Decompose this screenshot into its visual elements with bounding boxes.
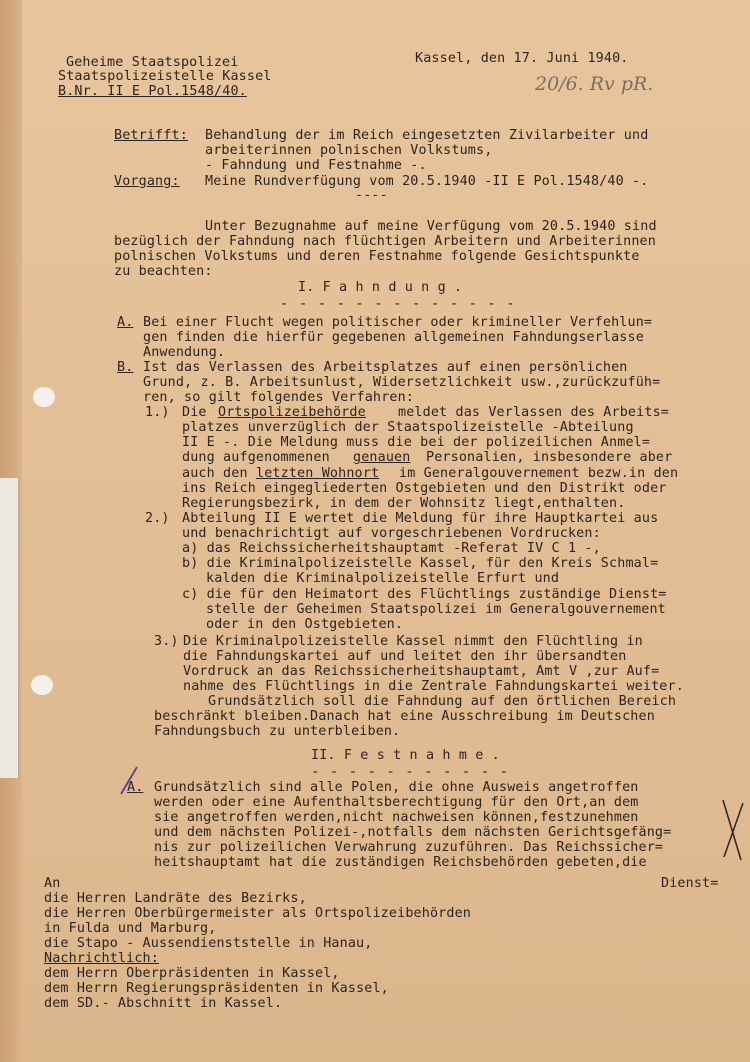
subject-line-2: arbeiterinnen polnischen Volkstums, <box>205 143 493 158</box>
point-1-line-5a: auch den <box>182 466 248 481</box>
precedent-text: Meine Rundverfügung vom 20.5.1940 -II E Pol.1548/40 -. <box>205 174 649 189</box>
cc-line-2: dem Herrn Regierungspräsidenten in Kassel, <box>44 981 389 996</box>
point-2-line-2: und benachrichtigt auf vorgeschriebenen Vordrucken: <box>182 526 601 541</box>
section-2-heading: II. F e s t n a h m e . <box>311 748 500 763</box>
point-1-line-4a: dung aufgenommenen <box>182 450 330 465</box>
punch-hole-top <box>33 387 55 407</box>
section-1-b-line-2: Grund, z. B. Arbeitsunlust, Widersetzlichkeit usw.,zurückzufüh= <box>143 375 661 390</box>
subject-line-1: Behandlung der im Reich eingesetzten Zivilarbeiter und <box>205 128 649 143</box>
section-1-b-line-3: ren, so gilt folgendes Verfahren: <box>143 390 414 405</box>
precedent-label: Vorgang: <box>114 174 180 189</box>
point-3-number: 3.) <box>154 634 179 649</box>
point-1-line-5c: im Generalgouvernement bezw.in den <box>399 466 679 481</box>
point-3-line-4: nahme des Flüchtlings in die Zentrale Fahndungskartei weiter. <box>183 679 684 694</box>
reference-number: B.Nr. II E Pol.1548/40. <box>58 84 247 99</box>
point-2-b-line-2: kalden die Kriminalpolizeistelle Erfurt und <box>206 571 560 586</box>
section-1-a-label: A. <box>117 315 134 330</box>
cc-label: Nachrichtlich: <box>44 951 159 966</box>
section-1-b-line-1: Ist das Verlassen des Arbeitsplatzes auf einen persönlichen <box>143 360 628 375</box>
intro-line-3: polnischen Volkstums und deren Festnahme folgende Gesichtspunkte <box>114 249 640 264</box>
section-1-a-line-2: gen finden die hierfür gegebenen allgemeinen Fahndungserlasse <box>143 330 644 345</box>
point-1-line-6: ins Reich eingegliederten Ostgebieten und den Distrikt oder <box>182 481 667 496</box>
section-2-a-line-5: nis zur polizeilichen Verwahrung zuzuführen. Das Reichssicher= <box>154 840 664 855</box>
point-3-line-2: die Fahndungskartei auf und leitet den ihr übersandten <box>183 649 627 664</box>
section-1-a-line-1: Bei einer Flucht wegen politischer oder krimineller Verfehlun= <box>143 315 653 330</box>
section-2-a-line-4: und dem nächsten Polizei-,notfalls dem nächsten Gerichtsgefäng= <box>154 825 672 840</box>
point-1-line-4b: genauen <box>353 450 411 465</box>
subject-line-3: - Fahndung und Festnahme -. <box>205 158 427 173</box>
point-3-line-3: Vordruck an das Reichssicherheitshauptamt, Amt V ,zur Auf= <box>183 664 660 679</box>
section-2-rule: - - - - - - - - - - - <box>311 764 510 780</box>
point-2-c-line-2: stelle der Geheimen Staatspolizei im Generalgouvernement <box>206 602 666 617</box>
continued-marker: Dienst= <box>661 876 719 891</box>
point-1-die: Die <box>182 405 207 420</box>
punch-hole-bottom <box>31 675 53 695</box>
place-date: Kassel, den 17. Juni 1940. <box>415 51 629 66</box>
point-1-line-3: II E -. Die Meldung muss die bei der polizeilichen Anmel= <box>182 435 651 450</box>
point-1-line-2: platzes unverzüglich der Staatspolizeistelle -Abteilung <box>182 420 634 435</box>
cc-line-3: dem SD.- Abschnitt in Kassel. <box>44 996 283 1011</box>
closing-line-1: Grundsätzlich soll die Fahndung auf den örtlichen Bereich <box>208 694 677 709</box>
closing-line-2: beschränkt bleiben.Danach hat eine Ausschreibung im Deutschen <box>154 709 655 724</box>
recipient-line-2: die Herren Oberbürgermeister als Ortspolizeibehörden <box>44 906 472 921</box>
section-1-b-label: B. <box>117 360 134 375</box>
intro-line-4: zu beachten: <box>114 264 213 279</box>
recipient-line-1: die Herren Landräte des Bezirks, <box>44 891 307 906</box>
cc-line-1: dem Herrn Oberpräsidenten in Kassel, <box>44 966 340 981</box>
point-2-c-line-1: c) die für den Heimatort des Flüchtlings zuständige Dienst= <box>182 587 667 602</box>
point-1-line-4c: Personalien, insbesondere aber <box>426 450 673 465</box>
point-2-line-1: Abteilung II E wertet die Meldung für ihre Hauptkartei aus <box>182 511 659 526</box>
point-1-authority: Ortspolizeibehörde <box>218 405 366 420</box>
subject-short-rule: ---- <box>355 188 388 203</box>
section-2-a-line-2: werden oder eine Aufenthaltsberechtigung für den Ort,an dem <box>154 795 639 810</box>
point-2-c-line-3: oder in den Ostgebieten. <box>206 617 404 632</box>
point-2-number: 2.) <box>145 511 170 526</box>
section-2-a-line-6: heitshauptamt hat die zuständigen Reichsbehörden gebeten,die <box>154 855 647 870</box>
handwritten-note: 20/6. Rv pR. <box>535 73 654 95</box>
intro-line-1: Unter Bezugnahme auf meine Verfügung vom 20.5.1940 sind <box>205 219 657 234</box>
point-2-b-line-1: b) die Kriminalpolizeistelle Kassel, für den Kreis Schmal= <box>182 556 659 571</box>
point-1-line-7: Regierungsbezirk, in dem der Wohnsitz liegt,enthalten. <box>182 496 626 511</box>
recipient-line-3: in Fulda und Marburg, <box>44 921 217 936</box>
intro-line-2: bezüglich der Fahndung nach flüchtigen Arbeitern und Arbeiterinnen <box>114 234 656 249</box>
binding-tab <box>0 478 19 778</box>
sender-line-1: Geheime Staatspolizei <box>66 55 239 70</box>
point-1-rest: meldet das Verlassen des Arbeits= <box>398 405 669 420</box>
section-1-a-line-3: Anwendung. <box>143 345 226 360</box>
recipient-line-4: die Stapo - Aussendienststelle in Hanau, <box>44 936 373 951</box>
section-1-heading: I. F a h n d u n g . <box>298 280 463 295</box>
sender-line-2: Staatspolizeistelle Kassel <box>58 69 272 84</box>
section-2-a-line-1: Grundsätzlich sind alle Polen, die ohne Ausweis angetroffen <box>154 780 639 795</box>
point-1-line-5b: letzten Wohnort <box>256 466 380 481</box>
point-3-line-1: Die Kriminalpolizeistelle Kassel nimmt den Flüchtling in <box>183 634 643 649</box>
section-1-rule: - - - - - - - - - - - - - <box>280 296 516 312</box>
section-2-a-line-3: sie angetroffen werden,nicht nachweisen können,festzunehmen <box>154 810 639 825</box>
point-1-number: 1.) <box>145 405 170 420</box>
point-2-a: a) das Reichssicherheitshauptamt -Referat IV C 1 -, <box>182 541 601 556</box>
closing-line-3: Fahndungsbuch zu unterbleiben. <box>154 724 401 739</box>
subject-label: Betrifft: <box>114 128 188 143</box>
handwritten-margin-cross <box>718 795 748 865</box>
recipients-label: An <box>44 876 61 891</box>
section-2-a-label: A. <box>127 780 144 795</box>
